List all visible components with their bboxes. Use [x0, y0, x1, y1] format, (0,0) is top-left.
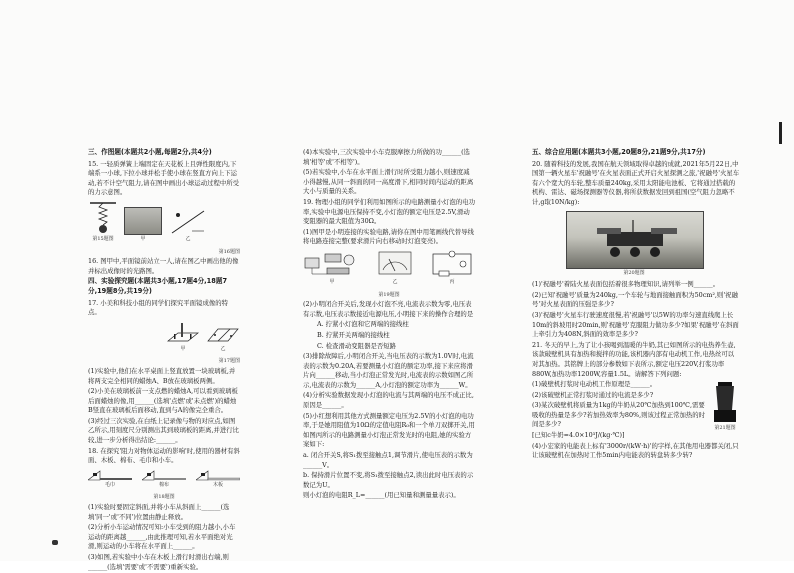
- figure-17-caption: 第17题图: [218, 358, 240, 365]
- figure-19-caption: 第19题图: [378, 291, 400, 298]
- column-middle: [303, 148, 475, 502]
- question-17-1: (1)实验中,他们在水平桌面上竖直放置一块玻璃板,并将两支完全相同的蜡烛A、B放在玻璃板两侧。: [88, 366, 236, 385]
- figure-18-label-2: 棉布: [158, 481, 169, 488]
- figure-21-caption: 第21题图: [714, 425, 736, 432]
- figure-20: [566, 211, 740, 279]
- question-19-5a: a. 闭合开关S,将S₁拨至接触点1,调节滑片,使电压表的示数为______V。: [303, 451, 473, 469]
- blender-image: [710, 380, 740, 424]
- column-right: [532, 148, 740, 462]
- question-19-option-a: A. 拧紧小灯泡和它两端的接线柱: [317, 320, 409, 329]
- figure-18-panel-3: [196, 469, 240, 491]
- glass-plate-diagram: [166, 321, 200, 345]
- mars-rover-photo: [566, 211, 704, 269]
- question-16: 16. 图甲中,平面镜前站立一人,请在图乙中画出他的像并标出成像时的光路图。: [88, 257, 239, 275]
- section-5-title: 五、综合应用题(本题共3小题,20题8分,21题9分,共17分): [532, 148, 706, 156]
- question-19-5c: 则小灯泡的电阻R_L=______(用已知量和测量量表示)。: [303, 491, 460, 500]
- question-21-2: (2)该破壁机正常打浆时通过的电流是多少?: [532, 390, 654, 399]
- schematic-diagram: [429, 250, 475, 278]
- question-19-1: (1)图甲是小明连接的实验电路,请你在图中用笔画线代替导线将电路连接完整(要求滑片向右移动时灯泡变亮)。: [303, 227, 474, 246]
- question-21-body: [532, 380, 740, 442]
- question-18-2: (2)分析小车运动情况可知:小车受到的阻力越小,小车运动的距离越______,由此推理可知,若水平面绝对光滑,则运动的小车将在水平面上______。: [88, 523, 236, 551]
- section-3-title: 三、作图题(本题共2小题,每题2分,共4分): [88, 148, 212, 156]
- figure-17-jia-label: 甲: [180, 345, 186, 352]
- figure-19-bing-label: 丙: [449, 278, 455, 285]
- figure-18-panel-1: [88, 469, 132, 491]
- question-19-2: (2)小明闭合开关后,发现小灯泡不亮,电流表示数为零,电压表有示数,电压表示数接近电源电压,小明接下来的操作合理的是: [303, 300, 474, 318]
- question-20-1: (1)'祝融号'着陆火星表面包括着很多物理知识,请列举一例______。: [532, 280, 720, 289]
- question-19-intro: 19. 物理小组的同学们利用如图所示的电路测量小灯泡的电功率,实验中电源电压保持不变,小灯泡的额定电压是2.5V,滑动变阻器的最大阻值为30Ω。: [303, 197, 475, 226]
- question-19-5: (5)小红想利用其他方式测量额定电压为2.5V的小灯泡的电功率,于是她用阻值为10Ω的定值电阻R₀和一个单刀双掷开关,用如图丙所示的电路测量小灯泡正常发光时的电阻,她的实验方案如下:: [303, 411, 475, 449]
- figure-21: [710, 380, 740, 442]
- incline-towel: [88, 469, 132, 481]
- spring-ball-diagram: [88, 201, 118, 235]
- mirror-photo: [124, 207, 162, 235]
- figure-19-bing: [429, 250, 475, 288]
- punch-mark-top: [779, 122, 782, 144]
- question-15: 15. 一轻质弹簧上端固定在天花板上且弹性限度内,下端系一小球,下拉小球并松手使小球在竖直方向上下运动,若不计空气阻力,请在图中画出小球运动过程中所受的力示意图。: [88, 159, 240, 197]
- question-19-option-c: C. 检查滑动变阻器是否短路: [317, 341, 397, 350]
- figure-16-jia: [124, 207, 162, 245]
- rover-silhouette: [567, 212, 703, 268]
- question-21-4: (4)小宏家的电能表上标有'3000r/(kW·h)'的字样,在其他用电器都关闭,只让该破壁机在加热时工作5min内电能表的转盘转多少转?: [532, 441, 739, 460]
- question-21-1: (1)破壁机打浆时电动机工作原理是______。: [532, 380, 657, 389]
- question-17-2: (2)小美在玻璃板前一支点燃的蜡烛A,可以看到玻璃板后面蜡烛的像,用______(选填'点燃'或'未点燃')的蜡烛B竖直在玻璃板后面移动,直到与A的像完全重合。: [88, 387, 238, 415]
- figure-15: [88, 201, 118, 245]
- paper-points-diagram: [206, 321, 240, 345]
- question-18-intro: 18. 在探究'阻力对物体运动的影响'时,使用的器材有斜面、木板、棉布、毛巾和小车。: [88, 446, 240, 465]
- ammeter-dial: [378, 250, 412, 278]
- incline-cotton: [142, 469, 186, 481]
- figure-19-jia: [303, 250, 361, 288]
- figure-15-caption: 第15题图: [92, 235, 114, 242]
- question-19-option-b: B. 拧紧开关两端的接线柱: [317, 330, 390, 339]
- circuit-board-diagram: [303, 250, 361, 278]
- figure-19-yi-label: 乙: [392, 278, 398, 285]
- punch-mark-bottom: [52, 540, 58, 545]
- question-19-3: (3)排除故障后,小明闭合开关,当电压表的示数为1.0V时,电流表的示数为0.20A,若要测量小灯泡的额定功率,接下来应将滑片向______移动,当小灯泡正常发光时,电流表的示数如图乙所示,电流表的示数为______A,小灯泡的额定功率为______W。: [303, 352, 474, 389]
- incline-board: [196, 469, 240, 481]
- question-17-intro: 17. 小美和科技小组的同学们探究平面镜成像的特点。: [88, 298, 229, 317]
- figure-17-yi-label: 乙: [220, 345, 226, 352]
- mirror-diagram: [168, 207, 208, 235]
- figure-18: [88, 469, 240, 491]
- question-20-2: (2)已知'祝融号'质量为240kg,一个车轮与地面接触面积为50cm²,则'祝融号'对火星表面的压强是多少?: [532, 290, 738, 309]
- figure-19-yi: [378, 250, 412, 288]
- figure-19-jia-label: 甲: [329, 278, 335, 285]
- figure-16-caption: 第16题图: [218, 248, 240, 255]
- figure-17-jia: [166, 321, 200, 355]
- figure-18-label-1: 毛巾: [104, 481, 115, 488]
- question-21-3: (3)某次破壁机将质量为1kg的牛奶从20℃加热到100℃,需要吸收的热量是多少?若加热效率为80%,则该过程正常加热的时间是多少?: [532, 401, 706, 429]
- question-18-5: (5)若实验中,小车在水平面上滑行时所受阻力越小,则速度减小得越慢,从同一斜面的同一高度滑下,相同时间内运动的距离大小与质量的关系。: [303, 168, 474, 196]
- question-19-4: (4)分析实验数据发现小灯泡的电流与其两端的电压不成正比,原因是______。: [303, 391, 474, 410]
- figure-16-yi: [168, 207, 208, 245]
- figure-16-jia-label: 甲: [140, 235, 146, 242]
- figure-15-16: [88, 201, 240, 245]
- figure-20-caption: 第20题图: [623, 269, 645, 276]
- question-17-3: (3)经过三次实验,在白纸上记录像与物的对应点,如图乙所示,用刻度尺分别测出其到玻璃板的距离,并进行比较,进一步分析得出结论:______。: [88, 416, 240, 445]
- figure-19: [303, 250, 475, 288]
- figure-16-yi-label: 乙: [185, 235, 191, 242]
- figure-17: [88, 321, 240, 355]
- question-20-3: (3)'祝融号'火星车行驶速度很慢,若'祝融号'以5W的功率匀速直线爬上长10m的斜坡用时20min,则'祝融号'克服阻力做功多少?如果'祝融号'在斜面上牵引力为408N,斜面的效率是多少?: [532, 310, 739, 339]
- question-21-3-note: [已知c牛奶=4.0×10³J/(kg·℃)]: [532, 431, 625, 440]
- section-4-title: 四、实验探究题(本题共3小题,17题4分,18题7分,19题8分,共19分): [88, 277, 228, 295]
- figure-18-label-3: 木板: [212, 481, 223, 488]
- column-left: [88, 148, 240, 573]
- figure-17-yi: [206, 321, 240, 355]
- question-18-3: (3)如图,若实验中小车在木板上滑行时滑出右端,则______(选填'需要'或'不需要')重新实验。: [88, 553, 229, 571]
- question-21-text: [532, 380, 706, 442]
- question-18-4: (4)本实验中,三次实验中小车克服摩擦力所做的功______(选填'相等'或'不相等')。: [303, 148, 470, 166]
- figure-18-panel-2: [142, 469, 186, 491]
- question-21-intro: 21. 冬天的早上,为了让小孩喝到温暖的牛奶,其已如图所示的电热养生壶,该款破壁机具有加热和搅拌的功能,该机器内部有电动机工作,电热丝可以对其加热。其铭牌上的部分参数如下表所示,额定电压220V,打浆功率880W,加热功率1200W,容量1.5L。请解答下列问题:: [532, 340, 736, 378]
- question-18-1: (1)实验时要固定斜面,并将小车从斜面上______(选填'同一'或'不同')位置由静止释放。: [88, 503, 230, 521]
- question-20-intro: 20. 随着科技的发展,我国在航天领域取得卓越的成就,2021年5月22日,中国第一辆火星车'祝融号'在火星表面正式开启火星探测之旅,'祝融号'火星车有六个宽大的车轮,整车质量240kg,采用太阳能电池板、它将通过搭载的机构、雷达、磁场探测器等仪器,将所获数据发回到祖国(空气阻力忽略不计,g取10N/kg):: [532, 159, 740, 206]
- question-19-5b: b. 保持滑片位置不变,将S₁拨至接触点2,读出此时电压表的示数记为U。: [303, 471, 474, 489]
- figure-18-caption: 第18题图: [153, 494, 175, 501]
